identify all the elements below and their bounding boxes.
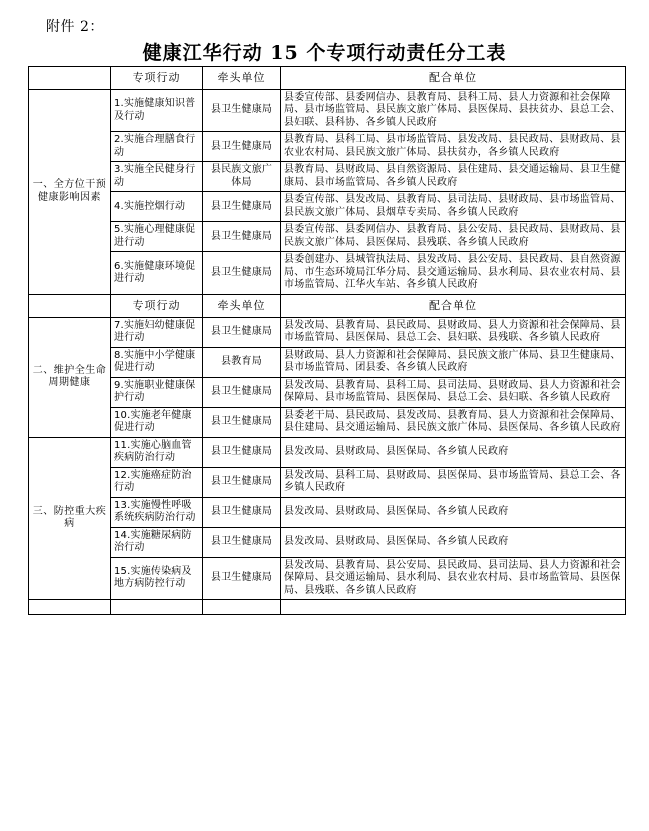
table-row [29,557,626,600]
header-project: 专项行动 [111,294,203,317]
lead-cell: 县卫生健康局 [203,132,281,162]
cooperate-cell: 县委宣传部、县委网信办、县教育局、县科工局、县人力资源和社会保障局、县市场监管局、县民族文旅广体局、县医保局、县扶贫办、县总工会、县妇联、县科协、各乡镇人民政府 [281,89,626,132]
category-cell-empty [29,600,111,615]
lead-cell: 县卫生健康局 [203,317,281,347]
cooperate-cell: 县发改局、县教育局、县公安局、县民政局、县司法局、县人力资源和社会保障局、县交通运输局、县水利局、县农业农村局、县市场监管局、县医保局、县残联、各乡镇人民政府 [281,557,626,600]
project-cell: 2.实施合理膳食行动 [111,132,203,162]
cooperate-cell: 县发改局、县财政局、县医保局、各乡镇人民政府 [281,497,626,527]
lead-cell: 县民族文旅广体局 [203,162,281,192]
cooperate-cell: 县委宣传部、县委网信办、县教育局、县公安局、县民政局、县财政局、县民族文旅广体局、县医保局、县残联、各乡镇人民政府 [281,222,626,252]
cooperate-cell: 县发改局、县财政局、县医保局、各乡镇人民政府 [281,527,626,557]
table-row [29,467,626,497]
project-cell: 9.实施职业健康保护行动 [111,377,203,407]
table-row [29,222,626,252]
table-row [29,527,626,557]
cooperate-cell: 县财政局、县人力资源和社会保障局、县民族文旅广体局、县卫生健康局、县市场监管局、团县委、各乡镇人民政府 [281,347,626,377]
category-cell: 二、维护全生命周期健康 [29,317,111,437]
header-project: 专项行动 [111,67,203,90]
project-cell: 4.实施控烟行动 [111,192,203,222]
header-cooperate: 配合单位 [281,67,626,90]
cooperate-cell: 县发改局、县科工局、县财政局、县医保局、县市场监管局、县总工会、各乡镇人民政府 [281,467,626,497]
page-title: 健康江华行动 15 个专项行动责任分工表 [142,42,507,64]
cooperate-cell: 县委创建办、县城管执法局、县发改局、县公安局、县民政局、县自然资源局、市生态环境局江华分局、县交通运输局、县水利局、县农业农村局、县市场监管局、江华火车站、各乡镇人民政府 [281,252,626,295]
category-cell: 三、防控重大疾病 [29,437,111,600]
cooperate-cell: 县委宣传部、县发改局、县教育局、县司法局、县财政局、县市场监管局、县民族文旅广体局、县烟草专卖局、各乡镇人民政府 [281,192,626,222]
cooperate-cell: 县委老干局、县民政局、县发改局、县教育局、县人力资源和社会保障局、县住建局、县交通运输局、县民族文旅广体局、县医保局、各乡镇人民政府 [281,407,626,437]
table-row [29,252,626,295]
cooperate-cell: 县发改局、县财政局、县医保局、各乡镇人民政府 [281,437,626,467]
table-row [29,132,626,162]
header-cooperate: 配合单位 [281,294,626,317]
table-row [29,162,626,192]
cooperate-cell: 县发改局、县教育局、县民政局、县财政局、县人力资源和社会保障局、县市场监管局、县医保局、县总工会、县妇联、县残联、各乡镇人民政府 [281,317,626,347]
table-row [29,192,626,222]
attachment-label: 附件 2： [46,19,104,35]
lead-cell-empty [203,600,281,615]
project-cell: 5.实施心理健康促进行动 [111,222,203,252]
table-row-partial [29,600,626,615]
table-row [29,497,626,527]
header-category [29,294,111,317]
category-cell: 一、全方位干预健康影响因素 [29,89,111,294]
cooperate-cell: 县发改局、县教育局、县科工局、县司法局、县财政局、县人力资源和社会保障局、县市场监管局、县医保局、县总工会、县妇联、各乡镇人民政府 [281,377,626,407]
lead-cell: 县卫生健康局 [203,252,281,295]
lead-cell: 县卫生健康局 [203,407,281,437]
table-header-row [29,67,626,90]
project-cell: 1.实施健康知识普及行动 [111,89,203,132]
project-cell: 14.实施糖尿病防治行动 [111,527,203,557]
lead-cell: 县卫生健康局 [203,377,281,407]
project-cell: 6.实施健康环境促进行动 [111,252,203,295]
lead-cell: 县卫生健康局 [203,527,281,557]
project-cell-empty [111,600,203,615]
lead-cell: 县卫生健康局 [203,192,281,222]
project-cell: 7.实施妇幼健康促进行动 [111,317,203,347]
table-header-row-repeat [29,294,626,317]
lead-cell: 县卫生健康局 [203,437,281,467]
lead-cell: 县卫生健康局 [203,497,281,527]
project-cell: 12.实施癌症防治行动 [111,467,203,497]
table-row [29,407,626,437]
lead-cell: 县卫生健康局 [203,89,281,132]
lead-cell: 县卫生健康局 [203,467,281,497]
cooperate-cell-empty [281,600,626,615]
header-lead: 牵头单位 [203,294,281,317]
lead-cell: 县教育局 [203,347,281,377]
project-cell: 10.实施老年健康促进行动 [111,407,203,437]
table-row [29,377,626,407]
header-category [29,67,111,90]
cooperate-cell: 县教育局、县财政局、县自然资源局、县住建局、县交通运输局、县卫生健康局、县市场监管局、各乡镇人民政府 [281,162,626,192]
table-row [29,89,626,132]
responsibility-table [28,66,626,615]
table-row [29,317,626,347]
lead-cell: 县卫生健康局 [203,557,281,600]
table-row [29,347,626,377]
lead-cell: 县卫生健康局 [203,222,281,252]
project-cell: 15.实施传染病及地方病防控行动 [111,557,203,600]
table-row [29,437,626,467]
project-cell: 3.实施全民健身行动 [111,162,203,192]
project-cell: 8.实施中小学健康促进行动 [111,347,203,377]
header-lead: 牵头单位 [203,67,281,90]
cooperate-cell: 县教育局、县科工局、县市场监管局、县发改局、县民政局、县财政局、县农业农村局、县民族文旅广体局、县扶贫办，各乡镇人民政府 [281,132,626,162]
project-cell: 13.实施慢性呼吸系统疾病防治行动 [111,497,203,527]
project-cell: 11.实施心脑血管疾病防治行动 [111,437,203,467]
